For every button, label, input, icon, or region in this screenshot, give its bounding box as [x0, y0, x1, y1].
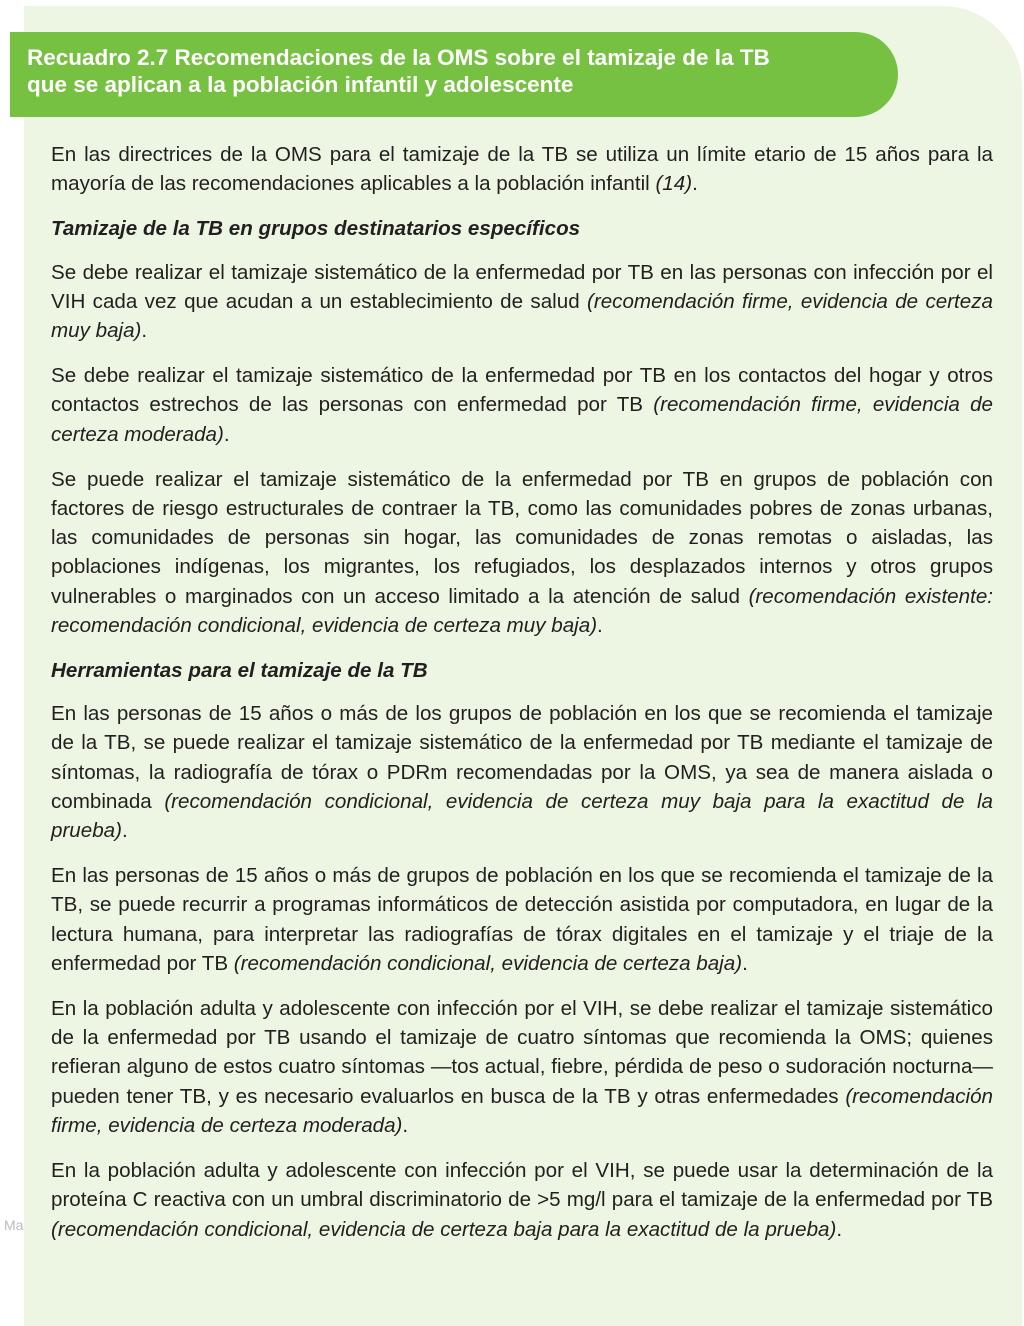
intro-tail: . — [692, 172, 698, 196]
recommendation-tail: . — [742, 951, 748, 975]
box-title-line-2: que se aplican a la población infantil y adolescente — [27, 72, 574, 97]
page-margin-text: Ma — [4, 1217, 24, 1233]
recommendation-strength: (recomendación firme, evidencia de certeza muy baja) — [51, 289, 993, 343]
recommendation-text: En las personas de 15 años o más de los grupos de población en los que se recomienda el tamizaje de la TB, se puede realizar el tamizaje sistemático de la enfermedad por TB mediante el tamizaje de síntomas, la radiografía de tórax o PDRm recomendadas por la OMS, ya sea de manera aislada o combinada — [51, 702, 993, 813]
intro-text: En las directrices de la OMS para el tamizaje de la TB se utiliza un límite etario de 15 años para la mayoría de las recomendaciones aplicables a la población infantil — [51, 143, 993, 196]
recommendation-tail: . — [597, 613, 603, 637]
recommendation-tail: . — [141, 319, 148, 343]
recommendation-text: Se debe realizar el tamizaje sistemático de la enfermedad por TB en las personas con infección por el VIH cada vez que acudan a un establecimiento de salud — [51, 260, 993, 313]
recommendation-paragraph — [51, 258, 993, 346]
recommendation-strength: (recomendación firme, evidencia de certeza moderada) — [51, 1084, 993, 1137]
box-content — [51, 140, 993, 1260]
recommendation-paragraph — [51, 699, 993, 845]
recommendation-text: En la población adulta y adolescente con infección por el VIH, se puede usar la determinación de la proteína C reactiva con un umbral discriminatorio de >5 mg/l para el tamizaje de la enfermedad por TB — [51, 1159, 993, 1212]
box-title-line-1: Recuadro 2.7 Recomendaciones de la OMS sobre el tamizaje de la TB — [27, 45, 770, 70]
box-title — [10, 32, 898, 117]
recommendation-strength: (recomendación condicional, evidencia de certeza muy baja para la exactitud de la prueba) — [51, 789, 993, 843]
recommendation-paragraph — [51, 361, 993, 449]
recommendation-paragraph — [51, 465, 993, 640]
recommendation-strength: (recomendación condicional, evidencia de certeza baja) — [233, 951, 743, 975]
recommendation-tail: . — [402, 1113, 409, 1137]
recommendation-strength: (recomendación firme, evidencia de certeza moderada) — [51, 393, 993, 446]
recommendation-strength: (recomendación existente: recomendación condicional, evidencia de certeza muy baja) — [51, 584, 993, 637]
recommendation-tail: . — [223, 422, 230, 446]
recommendation-text: Se debe realizar el tamizaje sistemático de la enfermedad por TB en los contactos del hogar y otros contactos estrechos de las personas con enfermedad por TB — [51, 364, 993, 417]
recommendation-paragraph — [51, 861, 993, 978]
recommendation-text: En las personas de 15 años o más de grupos de población en los que se recomienda el tamizaje de la TB, se puede recurrir a programas informáticos de detección asistida por computadora, en lugar de la lectura humana, para interpretar las radiografías de tórax digitales en el tamizaje y el triaje de la enfermedad por TB — [51, 864, 993, 975]
recommendation-paragraph — [51, 1156, 993, 1244]
section-heading-screening-tools: Herramientas para el tamizaje de la TB — [51, 659, 428, 683]
recommendation-text: En la población adulta y adolescente con infección por el VIH, se debe realizar el tamizaje sistemático de la enfermedad por TB usando el tamizaje de cuatro síntomas que recomienda la OMS; quienes refieran alguno de estos cuatro síntomas —tos actual, fiebre, pérdida de peso o sudoración nocturna— pueden tener TB, y es necesario evaluarlos en busca de la TB y otras enfermedades — [51, 997, 993, 1108]
recommendation-paragraph — [51, 994, 993, 1140]
intro-paragraph — [51, 140, 993, 198]
recommendation-text: Se puede realizar el tamizaje sistemático de la enfermedad por TB en grupos de población con factores de riesgo estructurales de contraer la TB, como las comunidades pobres de zonas urbanas, las comunidades de personas sin hogar, las comunidades de zonas remotas o aisladas, las poblaciones indígenas, los migrantes, los refugiados, los desplazados internos y otros grupos vulnerables o marginados con un acceso limitado a la atención de salud — [51, 467, 993, 608]
recommendation-tail: . — [121, 819, 128, 843]
section-heading-target-groups: Tamizaje de la TB en grupos destinatarios específicos — [51, 217, 581, 241]
intro-reference: (14) — [655, 172, 693, 196]
recommendation-strength: (recomendación condicional, evidencia de certeza baja para la exactitud de la prueba) — [51, 1217, 837, 1241]
recommendation-tail: . — [836, 1217, 843, 1241]
